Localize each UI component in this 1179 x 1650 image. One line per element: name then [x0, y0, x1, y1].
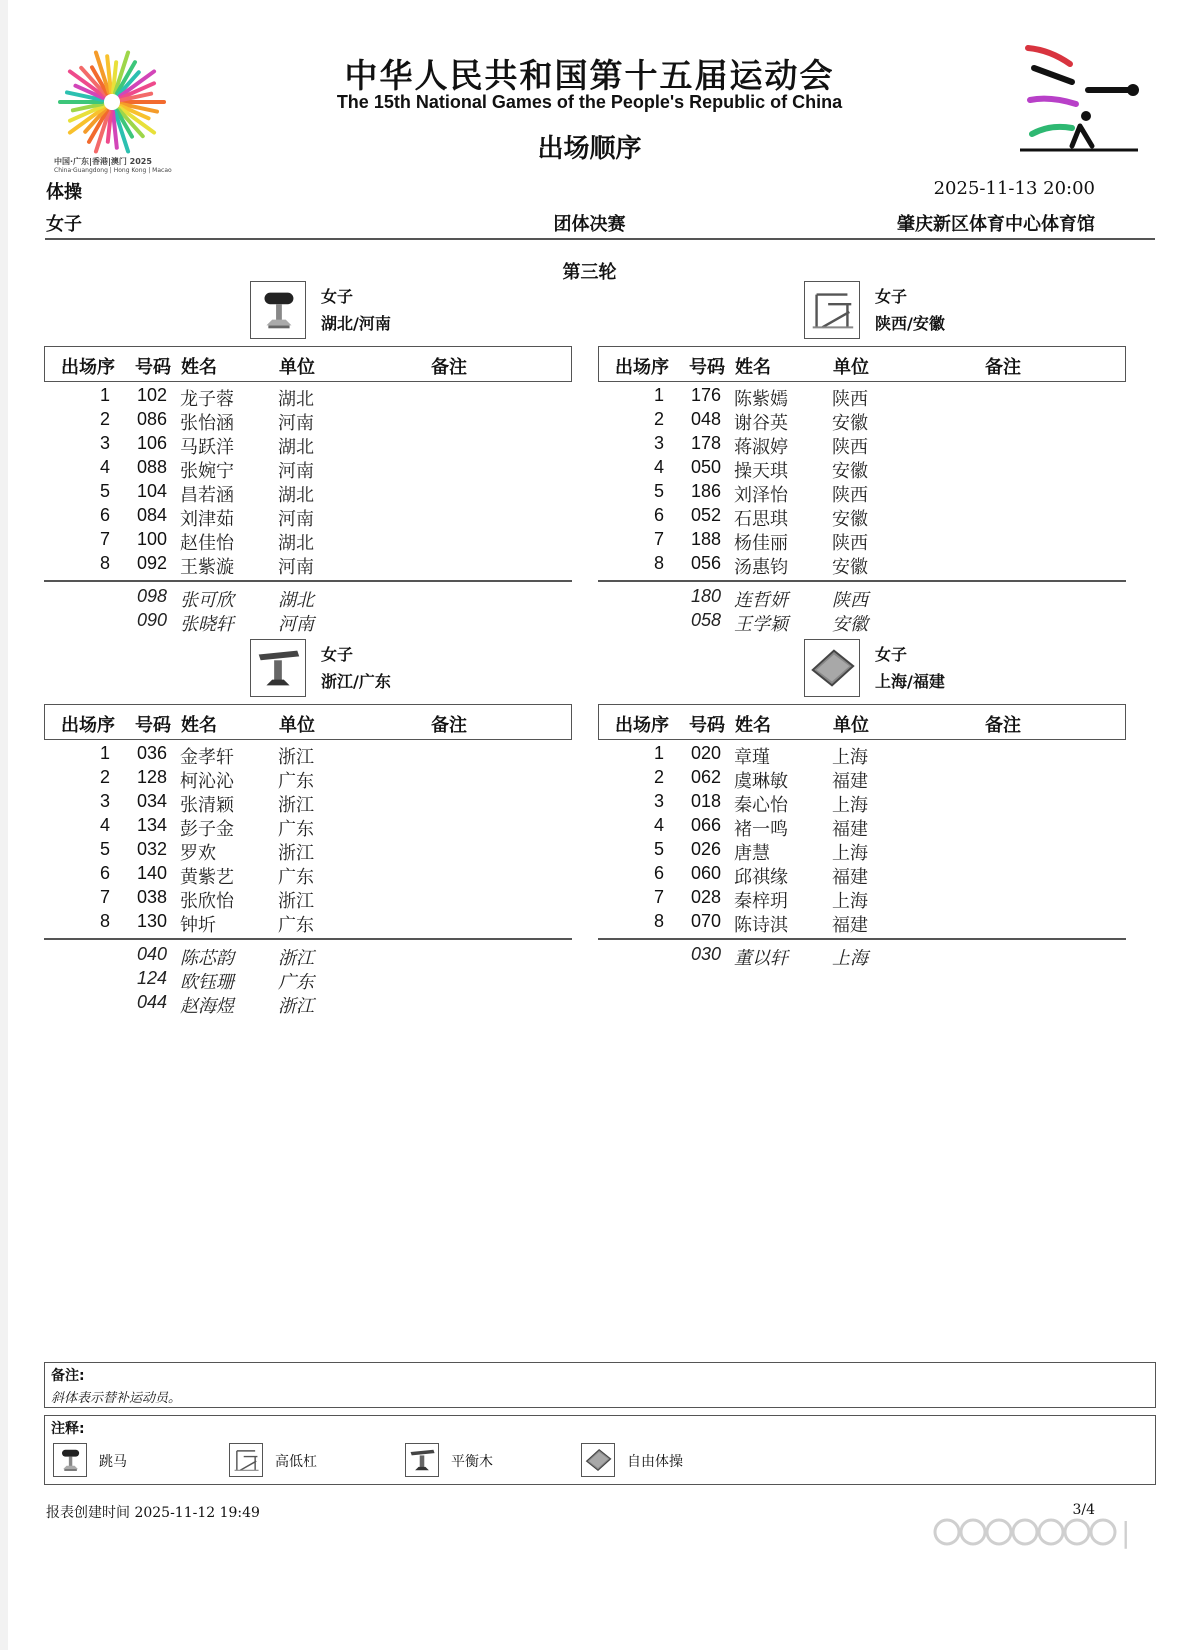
team-unit: 浙江	[278, 996, 314, 1017]
start-order: 6	[99, 863, 110, 883]
athlete-name: 柯沁沁	[180, 771, 234, 792]
start-order: 6	[99, 505, 110, 525]
vault-icon	[53, 1443, 87, 1477]
vault-icon	[250, 281, 306, 339]
athlete-name: 陈紫嫣	[734, 389, 788, 410]
substitute-row	[598, 610, 998, 635]
team-unit: 浙江	[278, 891, 314, 912]
bib-number: 134	[137, 815, 168, 835]
start-order: 8	[653, 553, 664, 573]
start-order: 3	[653, 791, 664, 811]
athlete-name: 陈诗淇	[734, 915, 788, 936]
team-unit: 福建	[832, 771, 868, 792]
table-row	[44, 743, 444, 768]
table-row	[44, 791, 444, 816]
start-order: 5	[99, 839, 110, 859]
team-unit: 河南	[278, 614, 314, 635]
athlete-name: 王紫漩	[180, 557, 234, 578]
team-unit: 湖北	[278, 590, 314, 611]
bib-number: 048	[691, 409, 722, 429]
table-row	[44, 433, 444, 458]
bib-number: 090	[137, 610, 168, 630]
table-row	[598, 505, 998, 530]
start-order: 2	[99, 409, 110, 429]
logo-caption-line1: 中国·广东|香港|澳门 2025	[54, 157, 152, 166]
table-row	[44, 767, 444, 792]
athlete-name: 章瑾	[734, 747, 770, 768]
athlete-name: 唐慧	[734, 843, 770, 864]
report-created-time: 报表创建时间 2025-11-12 19:49	[46, 1505, 260, 1521]
athlete-name: 董以轩	[734, 948, 788, 969]
athlete-name: 张欣怡	[180, 891, 234, 912]
athlete-name: 龙子蓉	[180, 389, 234, 410]
start-order: 3	[99, 433, 110, 453]
page-number: 3/4	[1072, 1502, 1095, 1518]
start-order: 7	[99, 887, 110, 907]
col-unit-header: 单位	[279, 715, 315, 736]
table-rule	[598, 580, 1126, 582]
event-name: 团体决赛	[553, 214, 626, 235]
group-gender: 女子	[875, 645, 908, 664]
group-gender: 女子	[321, 645, 354, 664]
athlete-name: 操天琪	[734, 461, 788, 482]
bib-number: 052	[691, 505, 722, 525]
athlete-name: 刘泽怡	[734, 485, 788, 506]
col-remarks-header: 备注	[431, 357, 467, 378]
table-row	[44, 839, 444, 864]
athlete-name: 杨佳丽	[734, 533, 788, 554]
bib-number: 070	[691, 911, 722, 931]
athlete-name: 褚一鸣	[734, 819, 788, 840]
legend-box	[44, 1415, 1156, 1485]
athlete-name: 谢谷英	[734, 413, 788, 434]
table-header	[598, 346, 1126, 382]
table-row	[598, 409, 998, 434]
table-header	[44, 346, 572, 382]
bib-number: 026	[691, 839, 722, 859]
start-order: 8	[99, 553, 110, 573]
table-row	[44, 505, 444, 530]
legend-label: 平衡木	[451, 1454, 493, 1470]
col-order-header: 出场序	[61, 715, 115, 736]
table-header	[598, 704, 1126, 740]
team-unit: 陕西	[832, 533, 868, 554]
table-row	[598, 767, 998, 792]
table-row	[598, 791, 998, 816]
table-row	[598, 529, 998, 554]
start-order: 2	[653, 409, 664, 429]
team-unit: 河南	[278, 557, 314, 578]
table-rule	[598, 938, 1126, 940]
table-row	[44, 911, 444, 936]
table-row	[44, 529, 444, 554]
bib-number: 186	[691, 481, 722, 501]
bib-number: 084	[137, 505, 168, 525]
team-unit: 安徽	[832, 557, 868, 578]
bib-number: 086	[137, 409, 168, 429]
venue-name: 肇庆新区体育中心体育馆	[897, 214, 1095, 235]
athlete-name: 黄紫艺	[180, 867, 234, 888]
athlete-name: 罗欢	[180, 843, 216, 864]
substitute-row	[598, 586, 998, 611]
start-order: 3	[653, 433, 664, 453]
col-order-header: 出场序	[615, 357, 669, 378]
start-order: 5	[653, 481, 664, 501]
page-edge	[0, 0, 8, 1650]
bib-number: 050	[691, 457, 722, 477]
team-unit: 湖北	[278, 485, 314, 506]
bib-number: 062	[691, 767, 722, 787]
table-row	[44, 553, 444, 578]
team-unit: 广东	[278, 915, 314, 936]
table-row	[44, 409, 444, 434]
bib-number: 032	[137, 839, 168, 859]
team-unit: 湖北	[278, 389, 314, 410]
bib-number: 102	[137, 385, 168, 405]
remarks-text: 斜体表示替补运动员。	[51, 1391, 182, 1406]
team-unit: 河南	[278, 413, 314, 434]
athlete-name: 金孝轩	[180, 747, 234, 768]
col-name-header: 姓名	[181, 715, 217, 736]
bib-number: 038	[137, 887, 168, 907]
bib-number: 140	[137, 863, 168, 883]
remarks-box	[44, 1362, 1156, 1408]
substitute-row	[44, 586, 444, 611]
table-row	[598, 743, 998, 768]
table-row	[598, 553, 998, 578]
bib-number: 176	[691, 385, 722, 405]
start-order: 7	[653, 887, 664, 907]
watermark-icon	[927, 1510, 1157, 1554]
start-order: 1	[99, 385, 110, 405]
team-unit: 安徽	[832, 509, 868, 530]
balance-beam-icon	[405, 1443, 439, 1477]
col-order-header: 出场序	[615, 715, 669, 736]
start-order: 1	[653, 743, 664, 763]
col-number-header: 号码	[135, 357, 171, 378]
col-name-header: 姓名	[735, 357, 771, 378]
team-unit: 广东	[278, 819, 314, 840]
team-unit: 陕西	[832, 437, 868, 458]
bib-number: 060	[691, 863, 722, 883]
start-order: 2	[99, 767, 110, 787]
bib-number: 036	[137, 743, 168, 763]
team-unit: 湖北	[278, 437, 314, 458]
athlete-name: 张清颖	[180, 795, 234, 816]
col-unit-header: 单位	[279, 357, 315, 378]
start-order: 7	[653, 529, 664, 549]
group-teams: 陕西/安徽	[875, 314, 945, 333]
athlete-name: 彭子金	[180, 819, 234, 840]
bib-number: 066	[691, 815, 722, 835]
col-remarks-header: 备注	[985, 357, 1021, 378]
substitute-row	[44, 992, 444, 1017]
start-order: 8	[99, 911, 110, 931]
start-order: 4	[653, 815, 664, 835]
legend-heading: 注释:	[51, 1421, 85, 1437]
athlete-name: 连哲妍	[734, 590, 788, 611]
athlete-name: 张怡涵	[180, 413, 234, 434]
bib-number: 092	[137, 553, 168, 573]
athlete-name: 王学颖	[734, 614, 788, 635]
table-row	[598, 457, 998, 482]
team-unit: 安徽	[832, 614, 868, 635]
col-unit-header: 单位	[833, 357, 869, 378]
athlete-name: 钟圻	[180, 915, 216, 936]
athlete-name: 汤惠钧	[734, 557, 788, 578]
group-teams: 湖北/河南	[321, 314, 391, 333]
bib-number: 056	[691, 553, 722, 573]
start-order: 6	[653, 863, 664, 883]
bib-number: 100	[137, 529, 168, 549]
uneven-bars-icon	[229, 1443, 263, 1477]
team-unit: 福建	[832, 819, 868, 840]
team-unit: 上海	[832, 891, 868, 912]
substitute-row	[44, 968, 444, 993]
bib-number: 178	[691, 433, 722, 453]
table-row	[598, 863, 998, 888]
team-unit: 上海	[832, 795, 868, 816]
bib-number: 020	[691, 743, 722, 763]
start-order: 4	[99, 457, 110, 477]
col-number-header: 号码	[689, 715, 725, 736]
team-unit: 上海	[832, 948, 868, 969]
bib-number: 034	[137, 791, 168, 811]
start-order: 5	[99, 481, 110, 501]
table-row	[44, 385, 444, 410]
athlete-name: 石思琪	[734, 509, 788, 530]
athlete-name: 欧钰珊	[180, 972, 234, 993]
table-row	[598, 839, 998, 864]
legend-label: 高低杠	[275, 1454, 317, 1470]
table-row	[598, 911, 998, 936]
athlete-name: 陈芯韵	[180, 948, 234, 969]
start-order: 7	[99, 529, 110, 549]
table-row	[598, 385, 998, 410]
substitute-row	[44, 610, 444, 635]
table-rule	[44, 580, 572, 582]
team-unit: 浙江	[278, 948, 314, 969]
table-row	[44, 863, 444, 888]
table-row	[598, 887, 998, 912]
substitute-row	[598, 944, 998, 969]
team-unit: 浙江	[278, 795, 314, 816]
table-row	[598, 433, 998, 458]
table-row	[44, 481, 444, 506]
table-header	[44, 704, 572, 740]
games-title-zh: 中华人民共和国第十五届运动会	[344, 56, 835, 95]
legend-label: 跳马	[99, 1454, 127, 1470]
team-unit: 广东	[278, 972, 314, 993]
athlete-name: 张晓轩	[180, 614, 234, 635]
substitute-row	[44, 944, 444, 969]
table-row	[44, 815, 444, 840]
col-order-header: 出场序	[61, 357, 115, 378]
start-order: 5	[653, 839, 664, 859]
group-gender: 女子	[321, 287, 354, 306]
bib-number: 106	[137, 433, 168, 453]
col-remarks-header: 备注	[985, 715, 1021, 736]
start-order: 1	[99, 743, 110, 763]
athlete-name: 虞琳敏	[734, 771, 788, 792]
table-row	[598, 481, 998, 506]
athlete-name: 秦心怡	[734, 795, 788, 816]
bib-number: 018	[691, 791, 722, 811]
uneven-bars-icon	[804, 281, 860, 339]
start-order: 6	[653, 505, 664, 525]
start-order: 2	[653, 767, 664, 787]
col-remarks-header: 备注	[431, 715, 467, 736]
bib-number: 098	[137, 586, 168, 606]
team-unit: 陕西	[832, 485, 868, 506]
athlete-name: 蒋淑婷	[734, 437, 788, 458]
athlete-name: 张婉宁	[180, 461, 234, 482]
sport-label: 体操	[46, 182, 82, 203]
floor-exercise-icon	[581, 1443, 615, 1477]
header-rule	[45, 238, 1155, 240]
bib-number: 104	[137, 481, 168, 501]
team-unit: 河南	[278, 461, 314, 482]
athlete-name: 马跃洋	[180, 437, 234, 458]
logo-caption-line2: China·Guangdong | Hong Kong | Macao	[54, 167, 172, 174]
team-unit: 福建	[832, 915, 868, 936]
athlete-name: 赵海煜	[180, 996, 234, 1017]
bib-number: 058	[691, 610, 722, 630]
bib-number: 180	[691, 586, 722, 606]
bib-number: 188	[691, 529, 722, 549]
svg-text:|: |	[1121, 1516, 1131, 1549]
athlete-name: 赵佳怡	[180, 533, 234, 554]
bib-number: 088	[137, 457, 168, 477]
team-unit: 湖北	[278, 533, 314, 554]
team-unit: 陕西	[832, 389, 868, 410]
remarks-heading: 备注:	[51, 1368, 85, 1384]
table-row	[44, 457, 444, 482]
table-row	[598, 815, 998, 840]
start-order: 1	[653, 385, 664, 405]
round-label: 第三轮	[562, 262, 617, 283]
table-row	[44, 887, 444, 912]
group-teams: 上海/福建	[875, 672, 945, 691]
col-name-header: 姓名	[735, 715, 771, 736]
team-unit: 安徽	[832, 413, 868, 434]
group-gender: 女子	[875, 287, 908, 306]
legend-label: 自由体操	[627, 1454, 683, 1470]
start-order: 8	[653, 911, 664, 931]
athlete-name: 邱祺缘	[734, 867, 788, 888]
bib-number: 130	[137, 911, 168, 931]
team-unit: 安徽	[832, 461, 868, 482]
team-unit: 上海	[832, 747, 868, 768]
col-name-header: 姓名	[181, 357, 217, 378]
gender-label: 女子	[46, 214, 82, 235]
bib-number: 030	[691, 944, 722, 964]
team-unit: 上海	[832, 843, 868, 864]
document-title: 出场顺序	[537, 134, 642, 164]
start-order: 3	[99, 791, 110, 811]
col-unit-header: 单位	[833, 715, 869, 736]
athlete-name: 张可欣	[180, 590, 234, 611]
start-order: 4	[653, 457, 664, 477]
start-order: 4	[99, 815, 110, 835]
bib-number: 128	[137, 767, 168, 787]
team-unit: 浙江	[278, 747, 314, 768]
team-unit: 河南	[278, 509, 314, 530]
team-unit: 福建	[832, 867, 868, 888]
team-unit: 浙江	[278, 843, 314, 864]
athlete-name: 刘津茹	[180, 509, 234, 530]
col-number-header: 号码	[689, 357, 725, 378]
group-teams: 浙江/广东	[321, 672, 391, 691]
bib-number: 040	[137, 944, 168, 964]
team-unit: 广东	[278, 867, 314, 888]
bib-number: 044	[137, 992, 168, 1012]
floor-exercise-icon	[804, 639, 860, 697]
games-title-en: The 15th National Games of the People's Republic of China	[336, 92, 843, 112]
col-number-header: 号码	[135, 715, 171, 736]
team-unit: 陕西	[832, 590, 868, 611]
event-datetime: 2025-11-13 20:00	[933, 178, 1095, 199]
table-rule	[44, 938, 572, 940]
team-unit: 广东	[278, 771, 314, 792]
athlete-name: 昌若涵	[180, 485, 234, 506]
athlete-name: 秦梓玥	[734, 891, 788, 912]
balance-beam-icon	[250, 639, 306, 697]
bib-number: 124	[137, 968, 168, 988]
bib-number: 028	[691, 887, 722, 907]
